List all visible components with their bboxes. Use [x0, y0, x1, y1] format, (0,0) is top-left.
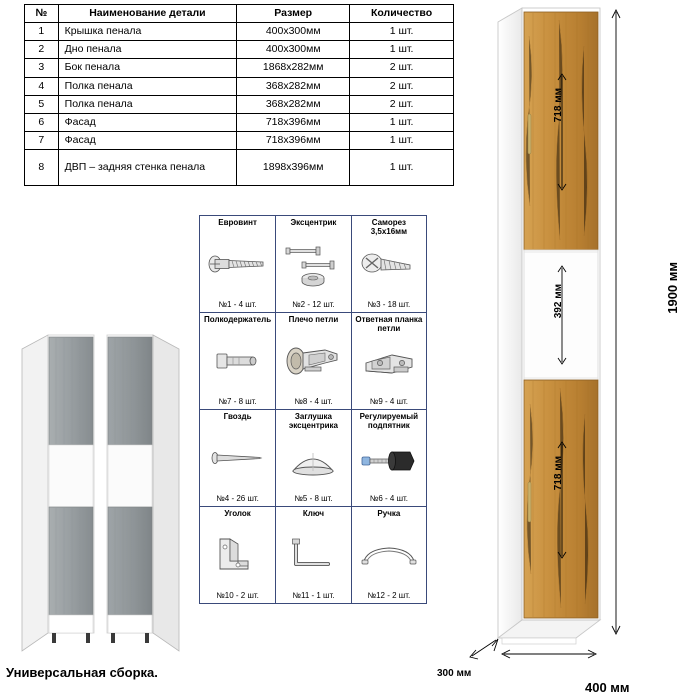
cell-size: 368х282мм	[237, 95, 350, 113]
hardware-cell-handle	[351, 507, 426, 604]
hinge-arm-icon	[278, 325, 349, 397]
dim-middle-gap-height: 392 мм	[553, 284, 564, 319]
hardware-qty: №11 - 1 шт.	[292, 591, 335, 600]
hardware-qty: №4 - 26 шт.	[216, 494, 259, 503]
grey-wardrobe-illustration	[12, 333, 190, 663]
cell-name: Полка пенала	[58, 95, 237, 113]
hardware-qty: №9 - 4 шт.	[369, 397, 408, 406]
cam-lock-icon	[278, 228, 349, 300]
hardware-qty: №7 - 8 шт.	[218, 397, 257, 406]
cell-qty: 1 шт.	[350, 23, 454, 41]
hardware-qty: №10 - 2 шт.	[216, 591, 259, 600]
cell-size: 718х396мм	[237, 113, 350, 131]
hardware-qty: №5 - 8 шт.	[294, 494, 333, 503]
cell-qty: 1 шт.	[350, 41, 454, 59]
cell-name: Полка пенала	[58, 77, 237, 95]
cell-name: ДВП – задняя стенка пенала	[58, 150, 237, 186]
hardware-title: Уголок	[224, 509, 251, 518]
cell-number: 7	[25, 131, 59, 149]
hardware-cell-hinge-arm	[276, 313, 352, 410]
hardware-cell-cam-lock	[276, 216, 352, 313]
cell-number: 8	[25, 150, 59, 186]
cam-cap-icon	[278, 431, 349, 494]
parts-table	[24, 4, 454, 186]
hardware-title: Ответная планка петли	[355, 315, 423, 333]
dim-width: 400 мм	[585, 680, 630, 695]
euro-screw-icon	[202, 228, 273, 300]
cell-size: 400х300мм	[237, 23, 350, 41]
hardware-grid	[199, 215, 427, 604]
allen-key-icon	[278, 519, 349, 591]
cell-qty: 1 шт.	[350, 113, 454, 131]
dim-total-height: 1900 мм	[665, 262, 680, 314]
hardware-cell-adjustable-foot	[351, 410, 426, 507]
cell-qty: 2 шт.	[350, 77, 454, 95]
hardware-qty: №2 - 12 шт.	[292, 300, 335, 309]
self-tapping-screw-icon	[354, 237, 424, 300]
table-header-row	[25, 5, 454, 23]
cell-size: 1868х282мм	[237, 59, 350, 77]
hardware-qty: №8 - 4 шт.	[294, 397, 333, 406]
cell-qty: 1 шт.	[350, 131, 454, 149]
table-row	[25, 41, 454, 59]
cell-name: Дно пенала	[58, 41, 237, 59]
page-caption: Универсальная сборка.	[6, 665, 158, 680]
hardware-title: Евровинт	[218, 218, 257, 227]
handle-icon	[354, 519, 424, 591]
hardware-title: Саморез 3,5х16мм	[370, 218, 408, 236]
hardware-title: Ручка	[377, 509, 401, 518]
table-row	[25, 150, 454, 186]
hardware-qty: №6 - 4 шт.	[369, 494, 408, 503]
shelf-support-icon	[202, 325, 273, 397]
th-qty: Количество	[350, 5, 454, 23]
hardware-title: Ключ	[302, 509, 324, 518]
table-row	[25, 95, 454, 113]
hardware-title: Плечо петли	[288, 315, 339, 324]
cell-name: Фасад	[58, 131, 237, 149]
hardware-qty: №1 - 4 шт.	[218, 300, 257, 309]
table-row	[25, 113, 454, 131]
hardware-title: Заглушка эксцентрика	[288, 412, 338, 430]
dim-top-door-height: 718 мм	[553, 88, 564, 123]
hardware-cell-corner-bracket	[200, 507, 276, 604]
th-name: Наименование детали	[58, 5, 237, 23]
adjustable-foot-icon	[354, 431, 424, 494]
cell-size: 400х300мм	[237, 41, 350, 59]
hardware-cell-allen-key	[276, 507, 352, 604]
cell-number: 5	[25, 95, 59, 113]
hardware-title: Регулируемый подпятник	[359, 412, 419, 430]
corner-bracket-icon	[202, 519, 273, 591]
cell-qty: 2 шт.	[350, 95, 454, 113]
hardware-row	[200, 313, 427, 410]
dim-bottom-door-height: 718 мм	[553, 456, 564, 491]
cell-qty: 1 шт.	[350, 150, 454, 186]
table-row	[25, 131, 454, 149]
cell-number: 6	[25, 113, 59, 131]
cell-name: Бок пенала	[58, 59, 237, 77]
th-number: №	[25, 5, 59, 23]
dim-depth: 300 мм	[437, 668, 472, 679]
hardware-title: Гвоздь	[223, 412, 252, 421]
cell-size: 1898х396мм	[237, 150, 350, 186]
hardware-row	[200, 507, 427, 604]
cell-name: Фасад	[58, 113, 237, 131]
table-row	[25, 59, 454, 77]
cell-number: 1	[25, 23, 59, 41]
hardware-title: Эксцентрик	[290, 218, 337, 227]
cell-number: 2	[25, 41, 59, 59]
hardware-title: Полкодержатель	[204, 315, 272, 324]
hardware-cell-cam-cap	[276, 410, 352, 507]
cell-number: 4	[25, 77, 59, 95]
hardware-cell-hinge-plate	[351, 313, 426, 410]
hardware-qty: №3 - 18 шт.	[367, 300, 411, 309]
hardware-cell-euro-screw	[200, 216, 276, 313]
cell-size: 368х282мм	[237, 77, 350, 95]
table-row	[25, 23, 454, 41]
cell-qty: 2 шт.	[350, 59, 454, 77]
hardware-cell-nail	[200, 410, 276, 507]
hardware-row	[200, 216, 427, 313]
hinge-plate-icon	[354, 334, 424, 397]
th-size: Размер	[237, 5, 350, 23]
hardware-cell-self-tapping-screw	[351, 216, 426, 313]
hardware-row	[200, 410, 427, 507]
cell-size: 718х396мм	[237, 131, 350, 149]
cell-number: 3	[25, 59, 59, 77]
cell-name: Крышка пенала	[58, 23, 237, 41]
table-row	[25, 77, 454, 95]
nail-icon	[202, 422, 273, 494]
hardware-cell-shelf-support	[200, 313, 276, 410]
hardware-qty: №12 - 2 шт.	[367, 591, 411, 600]
